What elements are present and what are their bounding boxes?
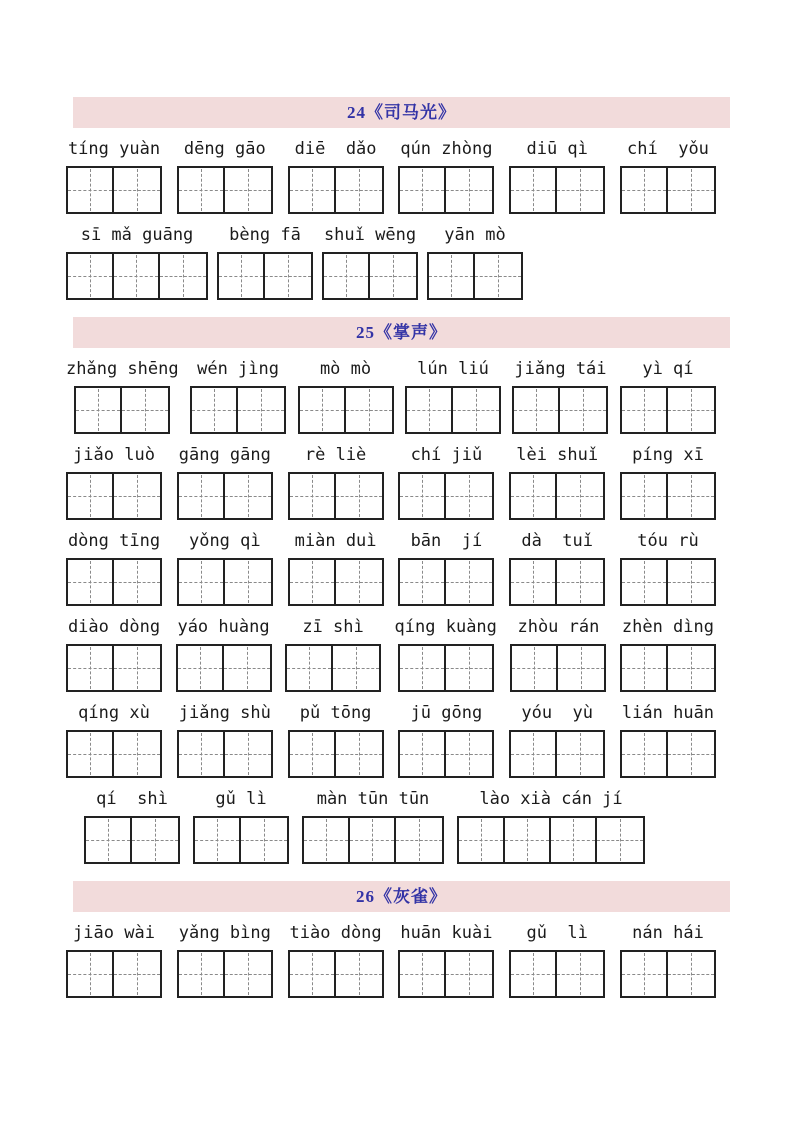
tianzige-cell[interactable] xyxy=(512,646,558,690)
word-item xyxy=(66,923,162,998)
tianzige-cell[interactable] xyxy=(622,646,668,690)
tianzige-cell[interactable] xyxy=(622,560,668,604)
tianzige-cell[interactable] xyxy=(336,732,382,776)
writing-grid xyxy=(66,252,208,300)
tianzige-cell[interactable] xyxy=(668,732,714,776)
pinyin-label: yì qí xyxy=(642,359,694,379)
tianzige-cell[interactable] xyxy=(597,818,643,862)
tianzige-cell[interactable] xyxy=(225,474,271,518)
writing-grid xyxy=(457,816,645,864)
writing-grid xyxy=(302,816,444,864)
tianzige-cell[interactable] xyxy=(114,168,160,212)
word-item xyxy=(509,139,605,214)
tianzige-cell[interactable] xyxy=(446,474,492,518)
word-item xyxy=(620,531,716,606)
word-item xyxy=(620,703,716,778)
tianzige-cell[interactable] xyxy=(396,818,442,862)
word-row xyxy=(66,923,716,998)
writing-grid xyxy=(66,644,162,692)
tianzige-cell[interactable] xyxy=(459,818,505,862)
tianzige-cell[interactable] xyxy=(346,388,392,432)
pinyin-label: jiǎng shù xyxy=(178,703,271,723)
tianzige-cell[interactable] xyxy=(265,254,311,298)
tianzige-cell[interactable] xyxy=(114,952,160,996)
word-item xyxy=(66,531,162,606)
pinyin-label: lún liú xyxy=(417,359,489,379)
writing-grid xyxy=(177,950,273,998)
writing-grid xyxy=(509,472,605,520)
writing-grid xyxy=(190,386,286,434)
writing-grid xyxy=(193,816,289,864)
section-title: 26《灰雀》 xyxy=(356,887,447,906)
tianzige-cell[interactable] xyxy=(241,818,287,862)
writing-grid xyxy=(398,730,494,778)
tianzige-cell[interactable] xyxy=(400,474,446,518)
tianzige-cell[interactable] xyxy=(287,646,333,690)
tianzige-cell[interactable] xyxy=(622,168,668,212)
pinyin-label: dòng tīng xyxy=(67,531,161,551)
section-title: 24《司马光》 xyxy=(347,103,456,122)
tianzige-cell[interactable] xyxy=(453,388,499,432)
tianzige-cell[interactable] xyxy=(114,474,160,518)
word-row xyxy=(66,139,716,214)
pinyin-label: gǔ lì xyxy=(526,923,588,943)
writing-grid xyxy=(177,166,273,214)
writing-grid xyxy=(620,386,716,434)
pinyin-label: zhǎng shēng xyxy=(66,359,179,379)
tianzige-cell[interactable] xyxy=(446,952,492,996)
word-item xyxy=(177,923,273,998)
pinyin-label: píng xī xyxy=(632,445,704,465)
word-item xyxy=(395,617,497,692)
writing-grid xyxy=(398,950,494,998)
word-item xyxy=(288,139,384,214)
tianzige-cell[interactable] xyxy=(290,952,336,996)
pinyin-label: lián huān xyxy=(621,703,715,723)
pinyin-label: yáo huàng xyxy=(177,617,270,637)
word-item xyxy=(177,703,273,778)
word-item xyxy=(190,359,286,434)
tianzige-cell[interactable] xyxy=(370,254,416,298)
tianzige-cell[interactable] xyxy=(336,952,382,996)
tianzige-cell[interactable] xyxy=(475,254,521,298)
tianzige-cell[interactable] xyxy=(511,474,557,518)
tianzige-cell[interactable] xyxy=(446,646,492,690)
tianzige-cell[interactable] xyxy=(446,560,492,604)
pinyin-label: zhèn dìng xyxy=(621,617,714,637)
word-item xyxy=(509,703,605,778)
tianzige-cell[interactable] xyxy=(114,732,160,776)
word-row xyxy=(66,225,716,300)
pinyin-label: yóu yù xyxy=(521,703,594,723)
word-item xyxy=(177,445,273,520)
tianzige-cell[interactable] xyxy=(224,646,270,690)
word-item xyxy=(620,617,716,692)
tianzige-cell[interactable] xyxy=(429,254,475,298)
tianzige-cell[interactable] xyxy=(668,388,714,432)
pinyin-label: màn tūn tūn xyxy=(316,789,430,809)
tianzige-cell[interactable] xyxy=(551,818,597,862)
pinyin-label: qún zhòng xyxy=(400,139,493,159)
word-row xyxy=(66,789,716,864)
tianzige-cell[interactable] xyxy=(160,254,206,298)
tianzige-cell[interactable] xyxy=(225,560,271,604)
tianzige-cell[interactable] xyxy=(114,254,160,298)
word-item xyxy=(298,359,394,434)
tianzige-cell[interactable] xyxy=(622,388,668,432)
tianzige-cell[interactable] xyxy=(400,646,446,690)
tianzige-cell[interactable] xyxy=(668,952,714,996)
word-row xyxy=(66,445,716,520)
word-item xyxy=(177,531,273,606)
word-item xyxy=(509,531,605,606)
pinyin-label: tiào dòng xyxy=(289,923,382,943)
tianzige-cell[interactable] xyxy=(68,646,114,690)
tianzige-cell[interactable] xyxy=(446,732,492,776)
tianzige-cell[interactable] xyxy=(86,818,132,862)
pinyin-label: wén jìng xyxy=(197,359,279,379)
tianzige-cell[interactable] xyxy=(178,646,224,690)
writing-grid xyxy=(66,950,162,998)
tianzige-cell[interactable] xyxy=(290,168,336,212)
tianzige-cell[interactable] xyxy=(290,474,336,518)
tianzige-cell[interactable] xyxy=(400,732,446,776)
tianzige-cell[interactable] xyxy=(225,168,271,212)
tianzige-cell[interactable] xyxy=(511,952,557,996)
pinyin-label: lèi shuǐ xyxy=(516,445,599,465)
word-item xyxy=(177,139,273,214)
tianzige-cell[interactable] xyxy=(558,646,604,690)
pinyin-label: nán hái xyxy=(632,923,704,943)
word-item xyxy=(288,703,384,778)
worksheet xyxy=(0,97,794,998)
writing-grid xyxy=(288,730,384,778)
writing-grid xyxy=(288,472,384,520)
tianzige-cell[interactable] xyxy=(300,388,346,432)
tianzige-cell[interactable] xyxy=(511,168,557,212)
word-item xyxy=(398,445,494,520)
tianzige-cell[interactable] xyxy=(225,732,271,776)
writing-grid xyxy=(620,472,716,520)
writing-grid xyxy=(510,644,606,692)
tianzige-cell[interactable] xyxy=(114,560,160,604)
pinyin-label: pǔ tōng xyxy=(299,703,372,723)
word-item xyxy=(84,789,180,864)
tianzige-cell[interactable] xyxy=(179,952,225,996)
tianzige-cell[interactable] xyxy=(400,560,446,604)
word-item xyxy=(288,445,384,520)
word-item xyxy=(217,225,313,300)
pinyin-label: gāng gāng xyxy=(178,445,271,465)
worksheet-section xyxy=(0,881,794,998)
word-item xyxy=(509,445,605,520)
writing-grid xyxy=(509,730,605,778)
word-item xyxy=(288,923,384,998)
writing-grid xyxy=(405,386,501,434)
tianzige-cell[interactable] xyxy=(505,818,551,862)
word-item xyxy=(427,225,523,300)
tianzige-cell[interactable] xyxy=(560,388,606,432)
word-item xyxy=(66,703,162,778)
word-item xyxy=(457,789,645,864)
writing-grid xyxy=(509,950,605,998)
word-row xyxy=(66,531,716,606)
pinyin-label: jū gōng xyxy=(410,703,483,723)
writing-grid xyxy=(288,950,384,998)
word-item xyxy=(193,789,289,864)
worksheet-section xyxy=(0,97,794,300)
section-header xyxy=(73,317,730,348)
tianzige-cell[interactable] xyxy=(290,732,336,776)
tianzige-cell[interactable] xyxy=(336,168,382,212)
writing-grid xyxy=(398,472,494,520)
pinyin-label: miàn duì xyxy=(294,531,377,551)
tianzige-cell[interactable] xyxy=(622,952,668,996)
tianzige-cell[interactable] xyxy=(68,952,114,996)
writing-grid xyxy=(176,644,272,692)
tianzige-cell[interactable] xyxy=(336,474,382,518)
word-item xyxy=(620,445,716,520)
tianzige-cell[interactable] xyxy=(557,474,603,518)
pinyin-label: zī shì xyxy=(302,617,364,637)
word-item xyxy=(288,531,384,606)
word-item xyxy=(620,359,716,434)
word-item xyxy=(176,617,272,692)
pinyin-label: rè liè xyxy=(304,445,367,465)
writing-grid xyxy=(398,644,494,692)
tianzige-cell[interactable] xyxy=(114,646,160,690)
tianzige-cell[interactable] xyxy=(668,168,714,212)
pinyin-label: qí shì xyxy=(96,789,168,809)
writing-grid xyxy=(177,730,273,778)
word-item xyxy=(512,359,608,434)
tianzige-cell[interactable] xyxy=(446,168,492,212)
pinyin-label: jiǎng tái xyxy=(514,359,607,379)
writing-grid xyxy=(66,166,162,214)
pinyin-label: chí jiǔ xyxy=(410,445,483,465)
writing-grid xyxy=(620,644,716,692)
pinyin-label: dà tuǐ xyxy=(521,531,594,551)
word-item xyxy=(66,617,162,692)
tianzige-cell[interactable] xyxy=(668,560,714,604)
word-item xyxy=(66,139,162,214)
writing-grid xyxy=(620,558,716,606)
tianzige-cell[interactable] xyxy=(68,732,114,776)
section-header xyxy=(73,97,730,128)
tianzige-cell[interactable] xyxy=(132,818,178,862)
pinyin-label: qíng kuàng xyxy=(394,617,497,637)
pinyin-label: bèng fā xyxy=(229,225,301,245)
tianzige-cell[interactable] xyxy=(195,818,241,862)
tianzige-cell[interactable] xyxy=(557,952,603,996)
word-item xyxy=(398,703,494,778)
pinyin-label: jiǎo luò xyxy=(73,445,155,465)
tianzige-cell[interactable] xyxy=(333,646,379,690)
pinyin-label: tíng yuàn xyxy=(67,139,161,159)
tianzige-cell[interactable] xyxy=(557,168,603,212)
word-item xyxy=(398,139,494,214)
writing-grid xyxy=(509,558,605,606)
word-item xyxy=(509,923,605,998)
tianzige-cell[interactable] xyxy=(68,560,114,604)
tianzige-cell[interactable] xyxy=(304,818,350,862)
word-item xyxy=(66,445,162,520)
tianzige-cell[interactable] xyxy=(290,560,336,604)
writing-grid xyxy=(288,558,384,606)
writing-grid xyxy=(66,558,162,606)
pinyin-label: diào dòng xyxy=(67,617,161,637)
word-item xyxy=(620,139,716,214)
writing-grid xyxy=(84,816,180,864)
pinyin-label: dēng gāo xyxy=(183,139,266,159)
pinyin-label: diū qì xyxy=(526,139,588,159)
writing-grid xyxy=(512,386,608,434)
writing-grid xyxy=(177,558,273,606)
pinyin-label: chí yǒu xyxy=(627,139,709,159)
tianzige-cell[interactable] xyxy=(68,254,114,298)
pinyin-label: lào xià cán jí xyxy=(479,789,623,809)
writing-grid xyxy=(620,166,716,214)
word-item xyxy=(66,359,179,434)
word-row xyxy=(66,359,716,434)
writing-grid xyxy=(66,730,162,778)
word-item xyxy=(398,531,494,606)
pinyin-label: zhòu rán xyxy=(517,617,600,637)
tianzige-cell[interactable] xyxy=(511,560,557,604)
tianzige-cell[interactable] xyxy=(179,474,225,518)
writing-grid xyxy=(298,386,394,434)
writing-grid xyxy=(322,252,418,300)
writing-grid xyxy=(398,166,494,214)
pinyin-label: tóu rù xyxy=(637,531,699,551)
word-item xyxy=(620,923,716,998)
writing-grid xyxy=(285,644,381,692)
tianzige-cell[interactable] xyxy=(122,388,168,432)
pinyin-label: yǒng qì xyxy=(188,531,261,551)
tianzige-cell[interactable] xyxy=(324,254,370,298)
tianzige-cell[interactable] xyxy=(622,474,668,518)
tianzige-cell[interactable] xyxy=(400,168,446,212)
pinyin-label: jiāo wài xyxy=(73,923,155,943)
pinyin-label: bān jí xyxy=(410,531,483,551)
word-row xyxy=(66,703,716,778)
tianzige-cell[interactable] xyxy=(192,388,238,432)
worksheet-section xyxy=(0,317,794,864)
tianzige-cell[interactable] xyxy=(557,732,603,776)
tianzige-cell[interactable] xyxy=(336,560,382,604)
tianzige-cell[interactable] xyxy=(514,388,560,432)
tianzige-cell[interactable] xyxy=(238,388,284,432)
tianzige-cell[interactable] xyxy=(400,952,446,996)
word-item xyxy=(510,617,606,692)
tianzige-cell[interactable] xyxy=(668,646,714,690)
pinyin-label: sī mǎ guāng xyxy=(80,225,194,245)
pinyin-label: diē dǎo xyxy=(294,139,377,159)
word-item xyxy=(398,923,494,998)
word-item xyxy=(302,789,444,864)
word-item xyxy=(322,225,418,300)
tianzige-cell[interactable] xyxy=(179,560,225,604)
tianzige-cell[interactable] xyxy=(225,952,271,996)
pinyin-label: huān kuài xyxy=(400,923,493,943)
tianzige-cell[interactable] xyxy=(407,388,453,432)
writing-grid xyxy=(509,166,605,214)
tianzige-cell[interactable] xyxy=(557,560,603,604)
tianzige-cell[interactable] xyxy=(68,474,114,518)
tianzige-cell[interactable] xyxy=(511,732,557,776)
tianzige-cell[interactable] xyxy=(350,818,396,862)
pinyin-label: mò mò xyxy=(319,359,372,379)
writing-grid xyxy=(74,386,170,434)
tianzige-cell[interactable] xyxy=(179,732,225,776)
word-item xyxy=(285,617,381,692)
writing-grid xyxy=(398,558,494,606)
writing-grid xyxy=(620,950,716,998)
writing-grid xyxy=(620,730,716,778)
writing-grid xyxy=(427,252,523,300)
tianzige-cell[interactable] xyxy=(179,168,225,212)
pinyin-label: gǔ lì xyxy=(215,789,267,809)
word-item xyxy=(66,225,208,300)
writing-grid xyxy=(66,472,162,520)
tianzige-cell[interactable] xyxy=(622,732,668,776)
pinyin-label: shuǐ wēng xyxy=(323,225,417,245)
writing-grid xyxy=(288,166,384,214)
word-item xyxy=(405,359,501,434)
writing-grid xyxy=(177,472,273,520)
pinyin-label: yān mò xyxy=(444,225,506,245)
writing-grid xyxy=(217,252,313,300)
tianzige-cell[interactable] xyxy=(68,168,114,212)
tianzige-cell[interactable] xyxy=(219,254,265,298)
word-row xyxy=(66,617,716,692)
pinyin-label: yǎng bìng xyxy=(178,923,271,943)
tianzige-cell[interactable] xyxy=(668,474,714,518)
tianzige-cell[interactable] xyxy=(76,388,122,432)
section-header xyxy=(73,881,730,912)
section-title: 25《掌声》 xyxy=(356,323,447,342)
pinyin-label: qíng xù xyxy=(78,703,150,723)
